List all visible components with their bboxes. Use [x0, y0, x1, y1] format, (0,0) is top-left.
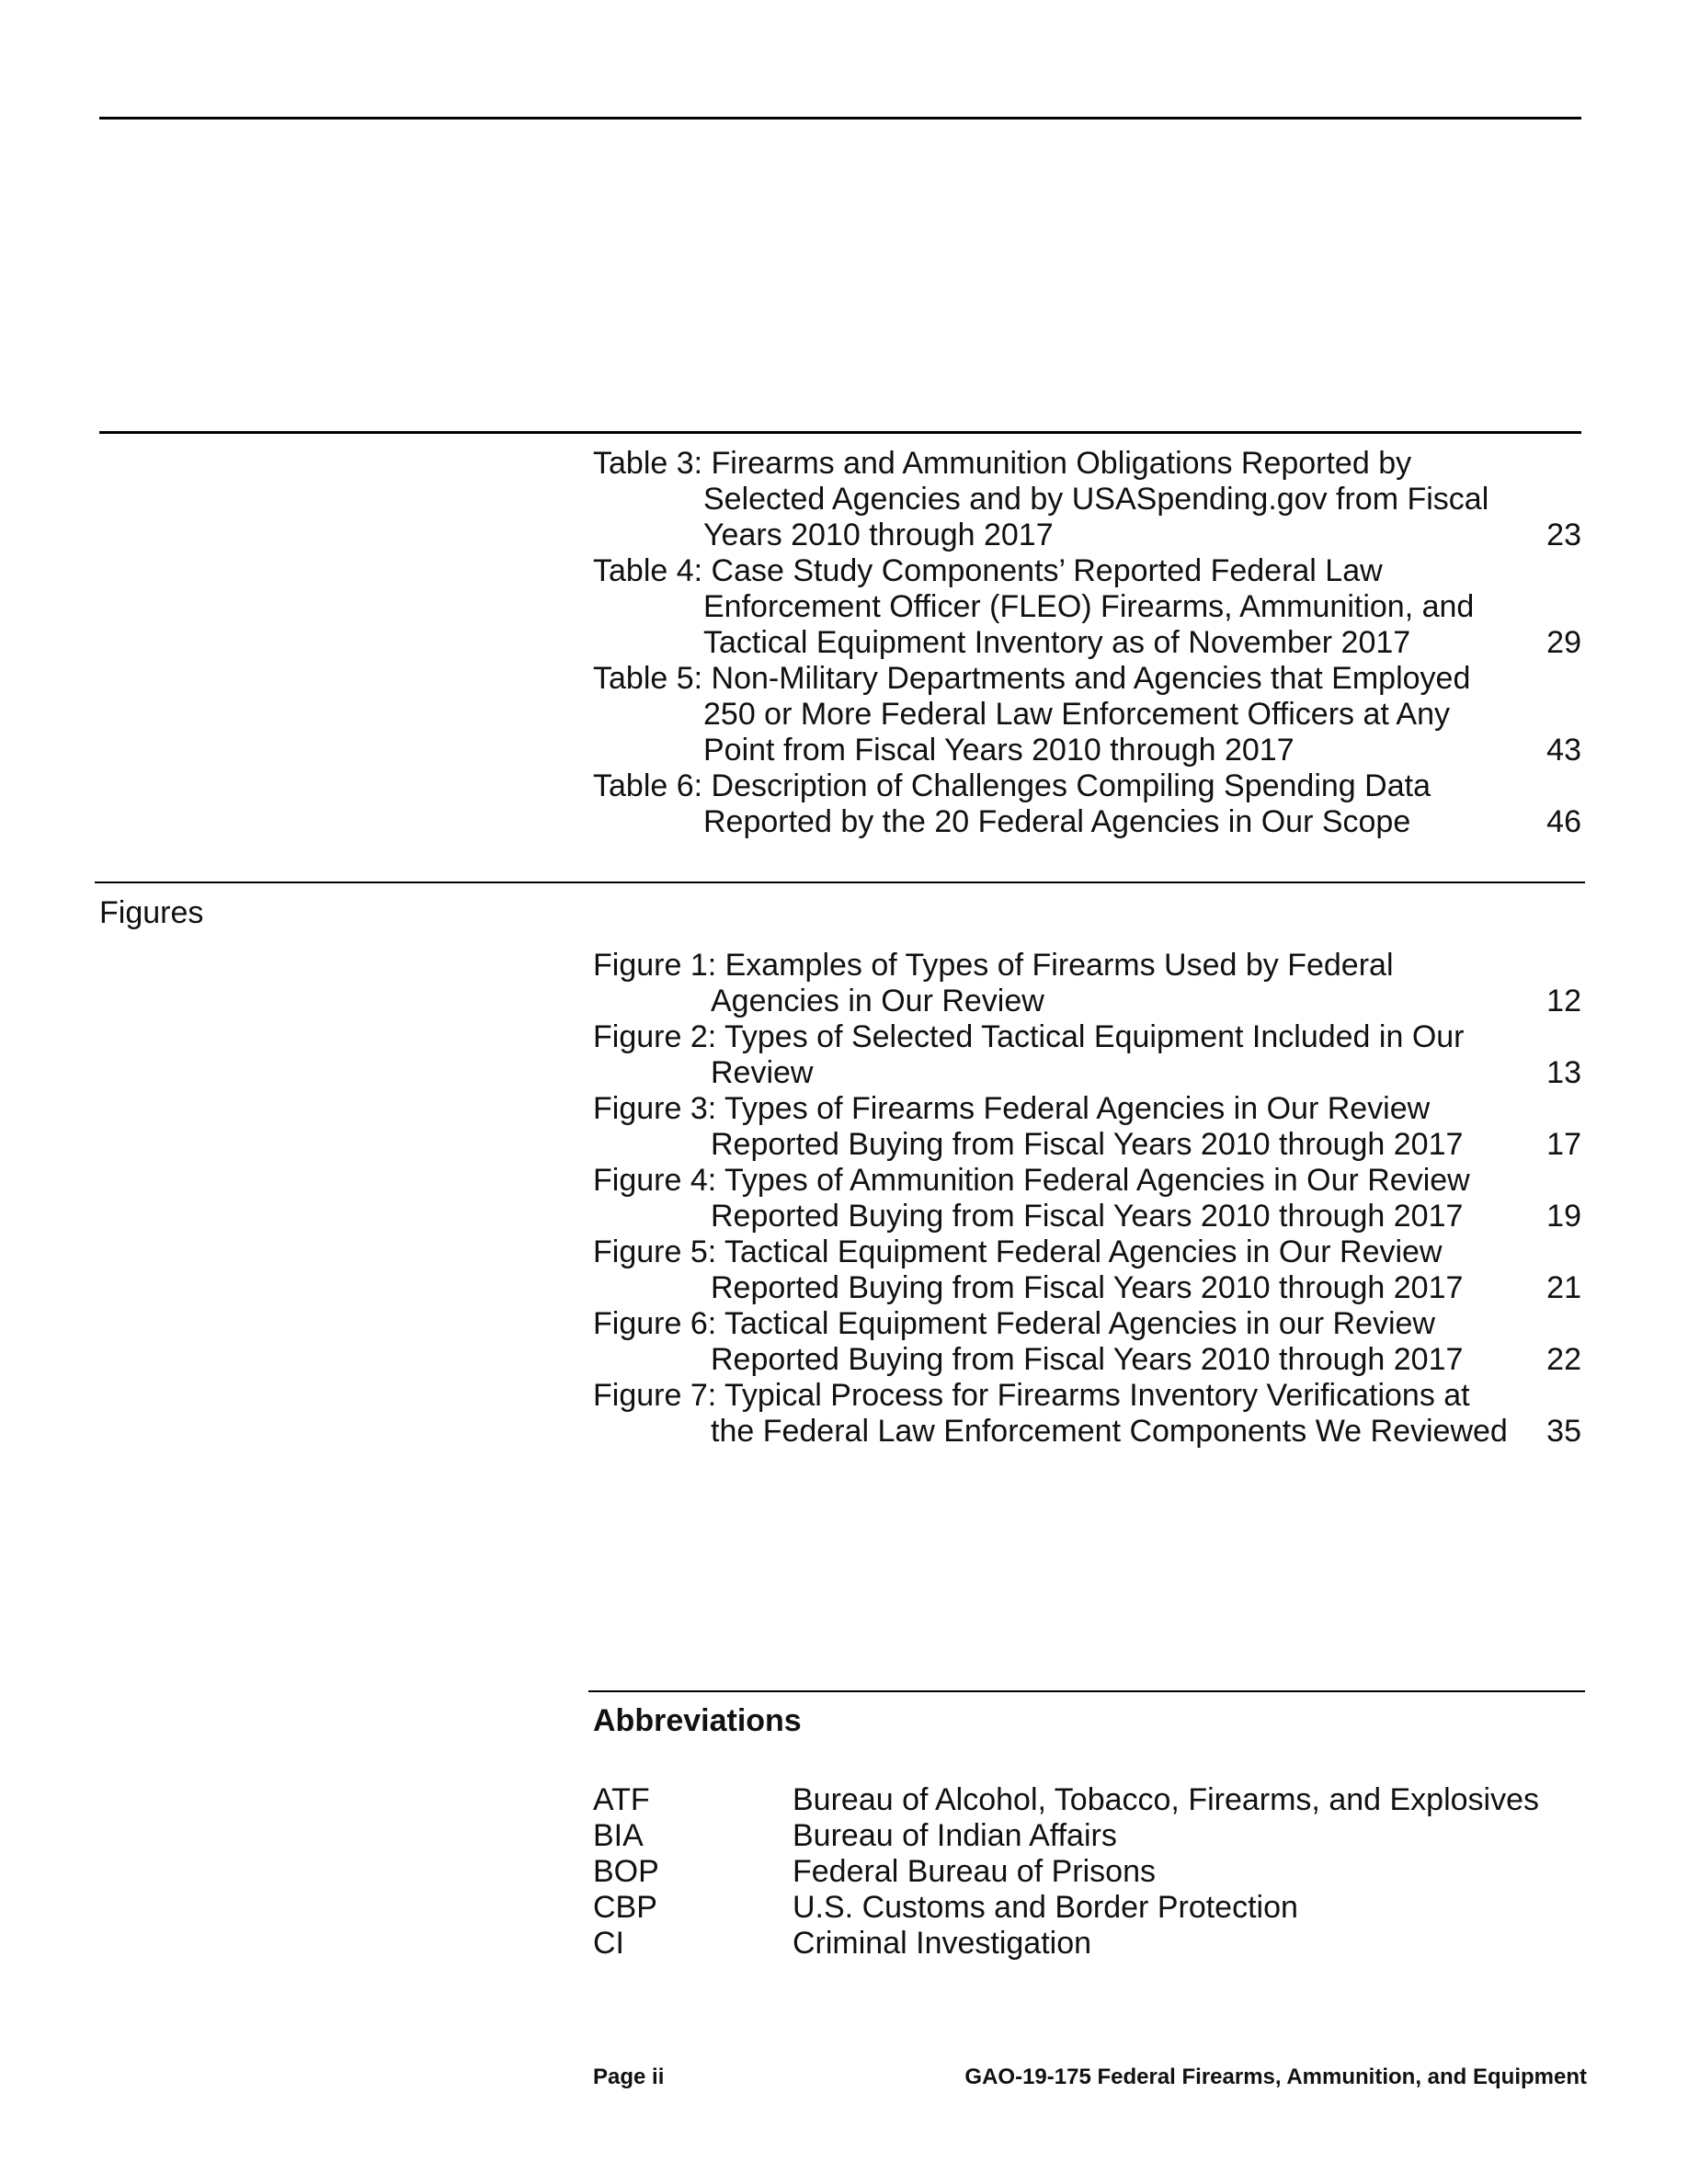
entry-title-line: the Federal Law Enforcement Components We Reviewed	[711, 1414, 1508, 1449]
entry-title-line: Table 5: Non-Military Departments and Agencies that Employed	[593, 661, 1471, 696]
abbreviation-definition: U.S. Customs and Border Protection	[793, 1890, 1298, 1925]
entry-title-line: Figure 1: Examples of Types of Firearms Used by Federal	[593, 948, 1394, 983]
abbreviation-code: CBP	[593, 1890, 657, 1925]
entry-title-line: Table 6: Description of Challenges Compiling Spending Data	[593, 768, 1431, 803]
abbreviation-code: BIA	[593, 1818, 644, 1853]
entry-title-line: Figure 6: Tactical Equipment Federal Agencies in our Review	[593, 1306, 1435, 1341]
entry-title-line: Reported by the 20 Federal Agencies in Our Scope	[703, 804, 1411, 839]
abbreviation-code: CI	[593, 1926, 624, 1961]
figures-section-label: Figures	[99, 895, 204, 930]
entry-page-number: 35	[1546, 1414, 1581, 1449]
entry-title-line: Table 4: Case Study Components’ Reported Federal Law	[593, 553, 1383, 588]
toc-entry-table-5[interactable]	[593, 661, 1581, 768]
entry-title-line: Figure 2: Types of Selected Tactical Equipment Included in Our	[593, 1019, 1465, 1054]
abbreviation-definition: Bureau of Indian Affairs	[793, 1818, 1117, 1853]
abbreviation-code: BOP	[593, 1854, 659, 1889]
entry-title-line: Table 3: Firearms and Ammunition Obligations Reported by	[593, 446, 1412, 481]
toc-entry-figure-6[interactable]	[593, 1306, 1581, 1378]
toc-entry-figure-5[interactable]	[593, 1234, 1581, 1306]
entry-title-line: Figure 7: Typical Process for Firearms Inventory Verifications at	[593, 1378, 1470, 1413]
page-number-footer: Page ii	[593, 2065, 665, 2089]
entry-page-number: 43	[1546, 733, 1581, 768]
abbreviation-code: ATF	[593, 1782, 650, 1817]
entry-page-number: 23	[1546, 518, 1581, 552]
entry-page-number: 13	[1546, 1055, 1581, 1090]
entry-title-line: Reported Buying from Fiscal Years 2010 through 2017	[711, 1199, 1464, 1234]
entry-title-line: Review	[711, 1055, 814, 1090]
toc-entry-figure-7[interactable]	[593, 1378, 1581, 1450]
entry-title-line: Figure 5: Tactical Equipment Federal Agencies in Our Review	[593, 1234, 1443, 1269]
entry-title-line: Agencies in Our Review	[711, 984, 1044, 1018]
toc-entry-figure-2[interactable]	[593, 1019, 1581, 1091]
abbreviation-definition: Bureau of Alcohol, Tobacco, Firearms, and Explosives	[793, 1782, 1540, 1817]
entry-title-line: Reported Buying from Fiscal Years 2010 through 2017	[711, 1342, 1464, 1377]
toc-entry-figure-3[interactable]	[593, 1091, 1581, 1163]
toc-entry-table-6[interactable]	[593, 768, 1581, 840]
abbreviations-rule	[588, 1690, 1585, 1692]
entry-title-line: Point from Fiscal Years 2010 through 2017	[703, 733, 1295, 768]
abbreviation-definition: Federal Bureau of Prisons	[793, 1854, 1156, 1889]
entry-page-number: 46	[1546, 804, 1581, 839]
entry-page-number: 12	[1546, 984, 1581, 1018]
entry-title-line: Selected Agencies and by USASpending.gov from Fiscal	[703, 482, 1489, 517]
entry-title-line: Figure 4: Types of Ammunition Federal Agencies in Our Review	[593, 1163, 1470, 1198]
entry-title-line: Tactical Equipment Inventory as of November 2017	[703, 625, 1411, 660]
entry-title-line: Enforcement Officer (FLEO) Firearms, Ammunition, and	[703, 589, 1475, 624]
entry-page-number: 19	[1546, 1199, 1581, 1234]
entry-title-line: Years 2010 through 2017	[703, 518, 1054, 552]
toc-entry-table-4[interactable]	[593, 553, 1581, 661]
entry-page-number: 21	[1546, 1270, 1581, 1305]
toc-entry-figure-4[interactable]	[593, 1163, 1581, 1234]
entry-page-number: 22	[1546, 1342, 1581, 1377]
entry-title-line: Reported Buying from Fiscal Years 2010 through 2017	[711, 1127, 1464, 1162]
entry-title-line: Reported Buying from Fiscal Years 2010 through 2017	[711, 1270, 1464, 1305]
tables-section-rule	[99, 431, 1581, 434]
top-rule	[99, 117, 1581, 119]
entry-title-line: Figure 3: Types of Firearms Federal Agencies in Our Review	[593, 1091, 1431, 1126]
toc-entry-figure-1[interactable]	[593, 948, 1581, 1019]
abbreviation-definition: Criminal Investigation	[793, 1926, 1092, 1961]
entry-title-line: 250 or More Federal Law Enforcement Officers at Any	[703, 697, 1450, 732]
figures-section-rule	[95, 882, 1585, 883]
entry-page-number: 29	[1546, 625, 1581, 660]
toc-entry-table-3[interactable]	[593, 446, 1581, 553]
entry-page-number: 17	[1546, 1127, 1581, 1162]
report-title-footer: GAO-19-175 Federal Firearms, Ammunition, and Equipment	[964, 2065, 1587, 2089]
abbreviations-heading: Abbreviations	[593, 1703, 802, 1738]
